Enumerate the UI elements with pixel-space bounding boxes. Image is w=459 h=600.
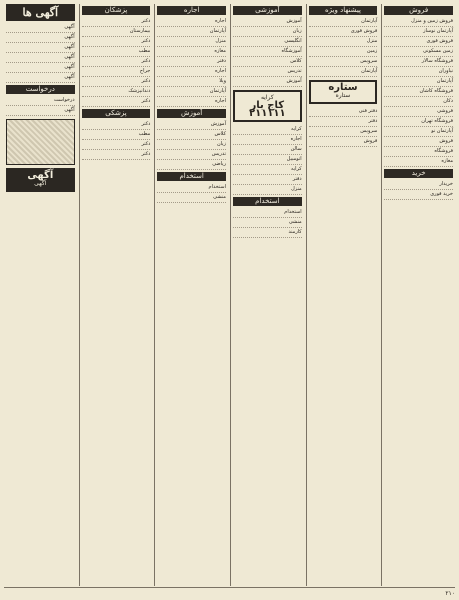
ad-list — [309, 107, 378, 147]
section-header-sale: فروش — [384, 6, 453, 15]
classified-ad: آموزش — [233, 17, 302, 27]
classified-ad: اجاره — [233, 135, 302, 145]
classified-ad: زبان — [233, 27, 302, 37]
classified-ad: آموزش — [157, 120, 226, 130]
classified-ad: دکتر — [82, 97, 151, 107]
page-number: ۲۱۰ — [445, 589, 455, 597]
classified-ad: دکتر — [82, 120, 151, 130]
classified-ad: آپارتمان — [309, 67, 378, 77]
classified-ad: مطب — [82, 47, 151, 57]
classified-ad: منزل — [157, 37, 226, 47]
section-header-special: پیشنهاد ویژه — [309, 6, 378, 15]
classified-ad: فروش فوری — [309, 27, 378, 37]
classified-ad: فروش — [309, 137, 378, 147]
classified-ad: مطب — [82, 130, 151, 140]
classified-ad: کلاس — [157, 130, 226, 140]
classified-ad: زبان — [157, 140, 226, 150]
classified-ad: آگهی — [6, 53, 75, 63]
classified-ad: کرایه — [233, 165, 302, 175]
ad-list — [157, 183, 226, 203]
section-header-education: آموزشی — [233, 6, 302, 15]
classified-ad: آموزشگاه — [233, 47, 302, 57]
kaj-bar-ad-title: کرایه — [260, 94, 274, 101]
classified-ad: فروش فوری — [384, 37, 453, 47]
ad-list — [157, 17, 226, 107]
classified-ad: تدریس — [233, 67, 302, 77]
section-header-hiring: استخدام — [233, 197, 302, 206]
kaj-bar-ad-phone: ۲۱۱۱۱۱ — [249, 108, 286, 119]
classified-ad: منزل — [309, 37, 378, 47]
classified-ad: فروش زمین و منزل — [384, 17, 453, 27]
classified-ad: دکتر — [82, 150, 151, 160]
classified-ad: استخدام — [233, 208, 302, 218]
classified-ad: زمین مسکونی — [384, 47, 453, 57]
classified-ad: کلاس — [233, 57, 302, 67]
classified-ad: آموزش — [233, 77, 302, 87]
classified-ad: سرویس — [309, 57, 378, 67]
boxed-ad-dark-subtitle: آگهی — [34, 180, 47, 187]
section-header-buy: خرید — [384, 169, 453, 178]
classified-ad: اجاره — [157, 97, 226, 107]
ad-list — [233, 17, 302, 87]
ad-list — [309, 17, 378, 77]
ad-list — [384, 17, 453, 167]
ad-list — [157, 120, 226, 170]
section-header-doctors: پزشکان — [82, 6, 151, 15]
classified-ad: آپارتمان — [157, 87, 226, 97]
classified-ad: مغازه — [384, 157, 453, 167]
ad-list — [233, 208, 302, 238]
classified-ad: فروشگاه تهران — [384, 117, 453, 127]
boxed-ad-subtitle: ستاره — [335, 92, 351, 99]
classified-ad: دکتر — [82, 77, 151, 87]
ad-list — [82, 120, 151, 160]
classified-ad: فروشگاه کاشان — [384, 87, 453, 97]
ad-list — [6, 96, 75, 116]
classified-ad: دفتر — [309, 117, 378, 127]
classified-ad: درخواست — [6, 96, 75, 106]
column-1 — [381, 4, 455, 586]
classified-ad: دکان — [384, 97, 453, 107]
classified-ad: زمین — [309, 47, 378, 57]
classified-ad: نیاوران — [384, 67, 453, 77]
classified-ad: سرویس — [309, 127, 378, 137]
classified-ad: بیمارستان — [82, 27, 151, 37]
classified-ad: دفتر فنی — [309, 107, 378, 117]
classified-ad: انگلیسی — [233, 37, 302, 47]
classified-ad: آگهی — [6, 63, 75, 73]
classified-ad: آپارتمان — [384, 77, 453, 87]
classified-ad: خرید فوری — [384, 190, 453, 200]
classified-ad: منزل — [233, 185, 302, 195]
ad-columns — [4, 4, 455, 586]
classified-ad: دفتر — [157, 57, 226, 67]
classified-ad: فروشگاه سالار — [384, 57, 453, 67]
classified-ad: کارمند — [233, 228, 302, 238]
classified-ad: ریاضی — [157, 160, 226, 170]
classified-ad: اجاره — [157, 17, 226, 27]
classified-ad: فروشگاه — [384, 147, 453, 157]
classified-ad: دکتر — [82, 17, 151, 27]
classified-ad: جراح — [82, 67, 151, 77]
ad-list — [6, 23, 75, 83]
column-5 — [79, 4, 153, 586]
classified-ad: دفتر — [233, 175, 302, 185]
classified-ad: دکتر — [82, 57, 151, 67]
column-2 — [306, 4, 380, 586]
section-header-request: درخواست — [6, 85, 75, 94]
column-3 — [230, 4, 304, 586]
classified-ad: آگهی — [6, 106, 75, 116]
classified-ad: آگهی — [6, 33, 75, 43]
ad-list — [233, 125, 302, 195]
classified-ad: فروشی — [384, 107, 453, 117]
classified-ad: کرایه — [233, 125, 302, 135]
boxed-ad-dark — [6, 168, 75, 192]
masthead: آگهی ها — [6, 4, 75, 21]
section-header-jobs: استخدام — [157, 172, 226, 181]
classified-ad: اتومبیل — [233, 155, 302, 165]
boxed-ad-dark-title: آگهی — [27, 170, 54, 181]
classified-ad: منشی — [233, 218, 302, 228]
classified-ad: آگهی — [6, 23, 75, 33]
page-footer — [4, 587, 455, 598]
classified-ad: آگهی — [6, 43, 75, 53]
column-6 — [4, 4, 77, 586]
kaj-bar-ad — [233, 90, 302, 122]
classified-ad: آپارتمان — [309, 17, 378, 27]
kaj-bar-ad-name: کاج بار — [250, 100, 285, 111]
classified-ad: دکتر — [82, 140, 151, 150]
classified-ad: ویلا — [157, 77, 226, 87]
classified-ad: تدریس — [157, 150, 226, 160]
classified-ad: دکتر — [82, 37, 151, 47]
ad-list — [82, 17, 151, 107]
classified-ad: آپارتمان — [157, 27, 226, 37]
classified-ad: آگهی — [6, 73, 75, 83]
section-header-rent: اجاره — [157, 6, 226, 15]
classified-ad: فروش — [384, 137, 453, 147]
ad-list — [384, 180, 453, 200]
column-4 — [154, 4, 228, 586]
classified-ad: منشی — [157, 193, 226, 203]
classified-ad: خریدار — [384, 180, 453, 190]
classified-ad: آپارتمان نوساز — [384, 27, 453, 37]
classified-ad: دندانپزشک — [82, 87, 151, 97]
classified-ad: مغازه — [157, 47, 226, 57]
classified-ad: استخدام — [157, 183, 226, 193]
classified-ad: سالن — [233, 145, 302, 155]
section-header-teaching: آموزش — [157, 109, 226, 118]
boxed-ad — [309, 80, 378, 104]
classified-ad: اجاره — [157, 67, 226, 77]
illustration-ad-image — [6, 119, 75, 165]
classified-ad: آپارتمان نو — [384, 127, 453, 137]
section-header-medical: پزشکی — [82, 109, 151, 118]
boxed-ad-title: ستاره — [328, 82, 358, 93]
